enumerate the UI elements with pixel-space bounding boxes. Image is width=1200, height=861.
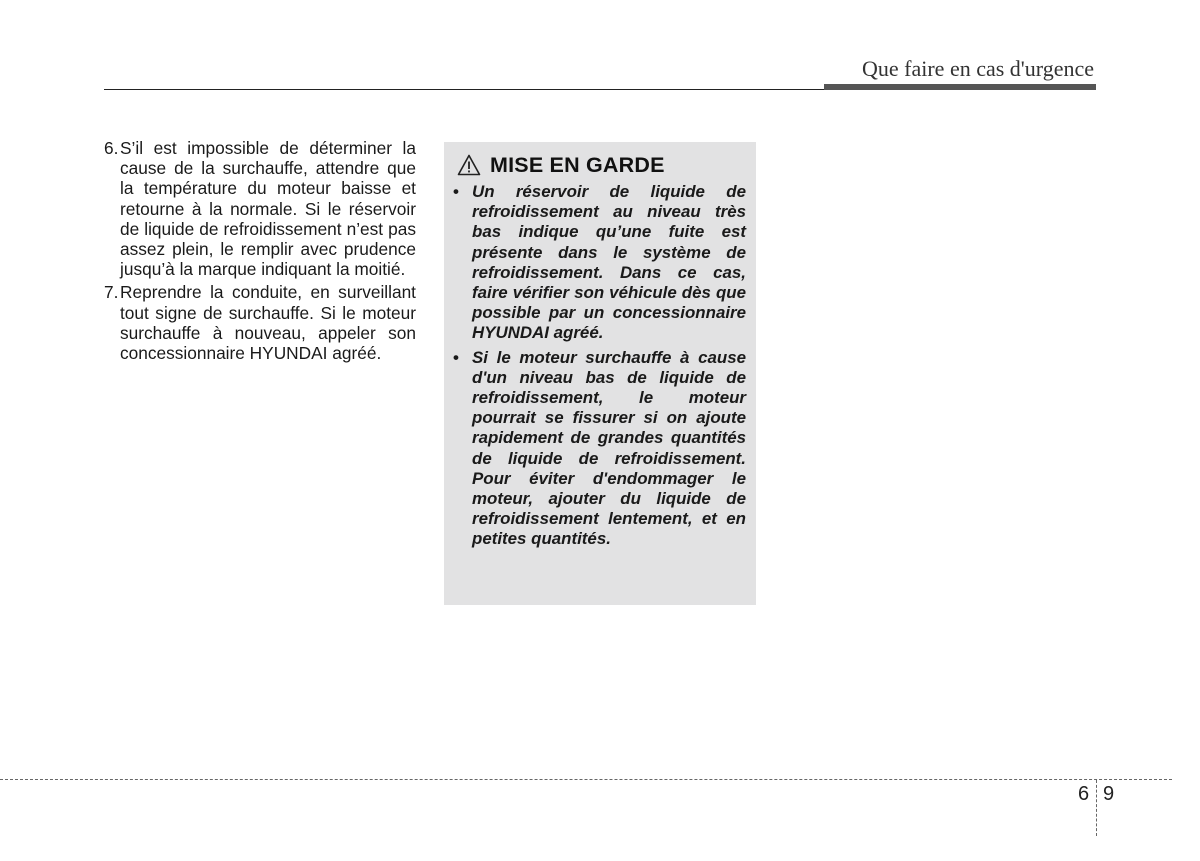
chapter-number: 6 [1078, 783, 1090, 805]
step-item [104, 282, 416, 363]
procedure-steps [104, 138, 416, 366]
warning-item [452, 348, 748, 550]
warning-header [452, 152, 748, 178]
warning-triangle-icon [457, 154, 481, 176]
warning-item [452, 182, 748, 344]
bullet: • [453, 347, 459, 367]
page-number: 9 [1103, 783, 1115, 805]
warning-list [452, 182, 748, 550]
step-text: Reprendre la conduite, en surveillant tout signe de surchauffe. Si le moteur surchauffe à nouveau, appeler son concessionnaire HYUNDAI agréé. [120, 282, 416, 364]
bullet: • [453, 182, 459, 201]
step-item [104, 138, 416, 279]
section-title: Que faire en cas d'urgence [862, 56, 1094, 81]
warning-box [444, 142, 756, 605]
footer-rule [0, 779, 1172, 780]
step-text: S’il est impossible de déterminer la cause de la surchauffe, attendre que la température du moteur baisse et retourne à la normale. Si le réservoir de liquide de refroidissement n’est pas assez plein, le remplir avec prudence jusqu’à la marque indiquant la moitié. [120, 138, 416, 280]
warning-text: Si le moteur surchauffe à cause d'un niveau bas de liquide de refroidissement, le moteur pourrait se fissurer si on ajoute rapidement de grandes quantités de liquide de refroidissement. Pour éviter d'endommager le moteur, ajouter du liquide de refroidissement lentement, et en petites quantités. [472, 347, 746, 549]
footer-divider [1096, 780, 1097, 836]
header-rule [104, 89, 824, 90]
step-number: 6. [104, 138, 119, 158]
warning-text: Un réservoir de liquide de refroidissement au niveau très bas indique qu’une fuite est présente dans le système de refroidissement. Dans ce cas, faire vérifier son véhicule dès que possible par un concessionnaire HYUNDAI agréé. [472, 182, 746, 343]
warning-title: MISE EN GARDE [490, 152, 665, 177]
header-accent-bar [824, 84, 1096, 90]
step-number: 7. [104, 282, 119, 303]
